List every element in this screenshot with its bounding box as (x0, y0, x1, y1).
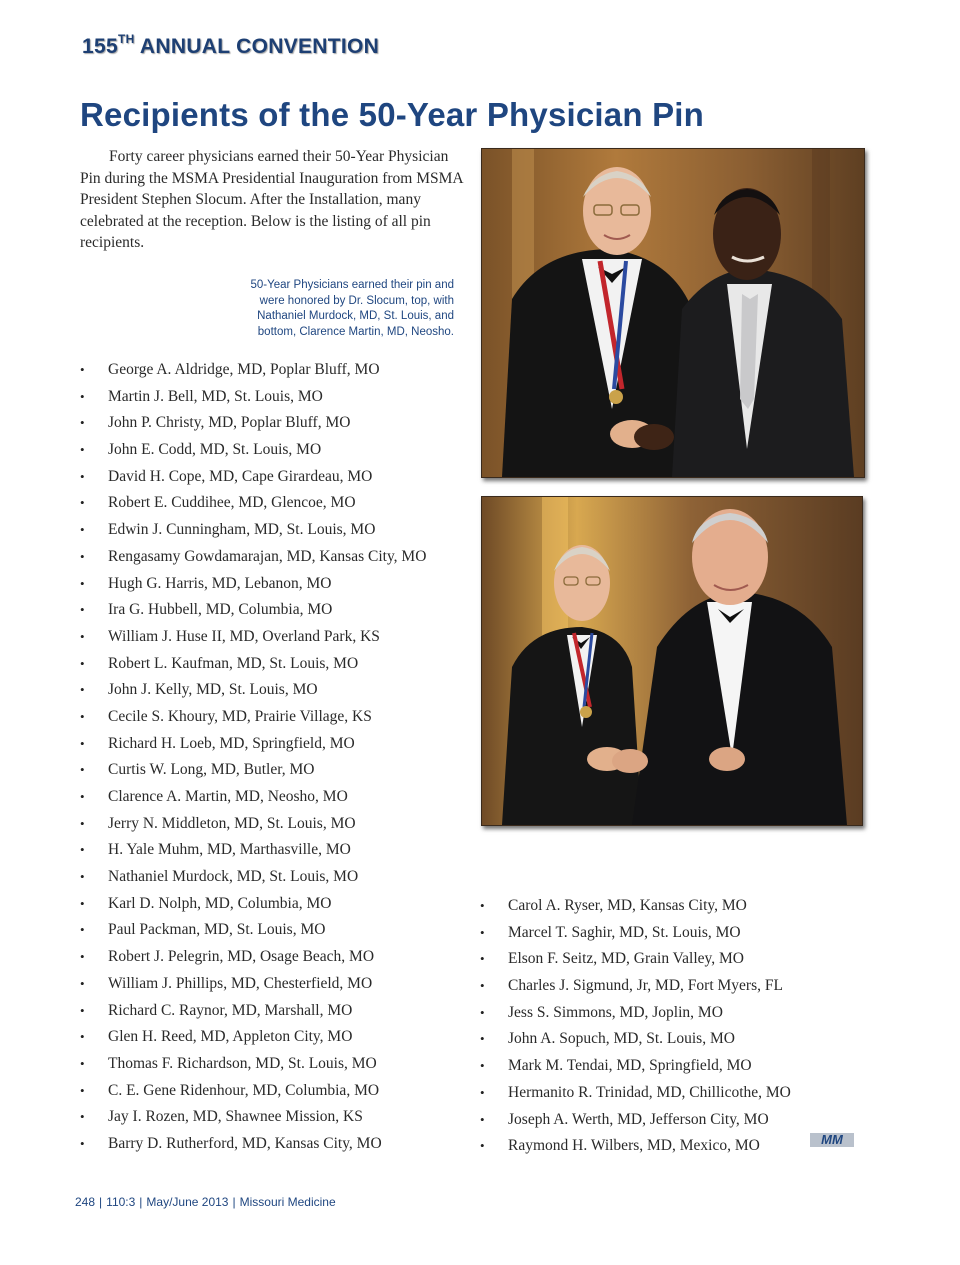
intro-paragraph (80, 146, 472, 254)
publication-name: Missouri Medicine (239, 1195, 336, 1209)
recipient-name: Nathaniel Murdock, MD, St. Louis, MO (108, 868, 359, 886)
missouri-medicine-logo: MM (810, 1133, 854, 1147)
recipient-name: Ira G. Hubbell, MD, Columbia, MO (108, 601, 333, 619)
bullet-icon: • (80, 628, 85, 644)
bullet-icon: • (80, 1082, 85, 1098)
issue-number: 110:3 (106, 1195, 136, 1209)
recipient-name: Joseph A. Werth, MD, Jefferson City, MO (508, 1110, 769, 1128)
bullet-icon: • (80, 442, 85, 458)
bullet-icon: • (80, 869, 85, 885)
recipient-name: Jerry N. Middleton, MD, St. Louis, MO (108, 814, 356, 832)
recipient-item (480, 1107, 820, 1134)
page-title: Recipients of the 50-Year Physician Pin (80, 96, 705, 133)
recipient-name: George A. Aldridge, MD, Poplar Bluff, MO (108, 361, 380, 378)
bullet-icon: • (80, 575, 85, 591)
recipient-item (480, 1026, 820, 1053)
bullet-icon: • (80, 949, 85, 965)
bullet-icon: • (80, 1055, 85, 1071)
page-number: 248 (75, 1195, 96, 1209)
issue-date: May/June 2013 (146, 1195, 229, 1209)
recipient-name: John P. Christy, MD, Poplar Bluff, MO (108, 414, 351, 432)
recipient-item (480, 1133, 820, 1160)
bullet-icon: • (480, 898, 485, 913)
recipient-name: Marcel T. Saghir, MD, St. Louis, MO (508, 923, 741, 941)
recipient-name: Jay I. Rozen, MD, Shawnee Mission, KS (108, 1108, 363, 1126)
recipient-item (480, 1053, 820, 1080)
recipient-item (80, 1051, 460, 1078)
recipient-name: Curtis W. Long, MD, Butler, MO (108, 761, 315, 779)
recipient-item (80, 704, 460, 731)
recipient-item (480, 1080, 820, 1107)
bullet-icon: • (80, 388, 85, 404)
recipient-item (480, 1000, 820, 1027)
recipient-item (80, 1104, 460, 1131)
bullet-icon: • (80, 1029, 85, 1045)
recipient-list-left (80, 357, 460, 1158)
bullet-icon: • (80, 922, 85, 938)
bullet-icon: • (80, 495, 85, 511)
bullet-icon: • (480, 1031, 485, 1047)
bullet-icon: • (480, 1138, 485, 1154)
bullet-icon: • (80, 762, 85, 778)
recipient-name: Karl D. Nolph, MD, Columbia, MO (108, 894, 332, 912)
recipient-item (80, 597, 460, 624)
recipient-item (480, 946, 820, 973)
bullet-icon: • (80, 362, 85, 377)
kicker-suffix: TH (117, 32, 135, 46)
recipient-item (80, 651, 460, 678)
recipient-name: Cecile S. Khoury, MD, Prairie Village, KS (108, 707, 372, 725)
kicker-number: 155 (82, 35, 118, 58)
bullet-icon: • (80, 975, 85, 991)
recipient-item (480, 973, 820, 1000)
recipient-name: Elson F. Seitz, MD, Grain Valley, MO (508, 950, 744, 968)
recipient-name: Mark M. Tendai, MD, Springfield, MO (508, 1057, 752, 1075)
recipient-name: Clarence A. Martin, MD, Neosho, MO (108, 788, 348, 805)
recipient-name: John E. Codd, MD, St. Louis, MO (108, 441, 322, 459)
photo-caption: 50-Year Physicians earned their pin and were honored by Dr. Slocum, top, with Nathaniel Murdock, MD, St. Louis, and bottom, Clarence Martin, MD, Neosho. (250, 279, 454, 339)
recipient-name: Martin J. Bell, MD, St. Louis, MO (108, 387, 323, 405)
footer-separator: | (232, 1195, 236, 1209)
recipient-item (80, 837, 460, 864)
recipient-item (80, 891, 460, 918)
bullet-icon: • (80, 1135, 85, 1151)
recipient-item (80, 784, 460, 811)
bullet-icon: • (80, 1109, 85, 1125)
recipient-item (80, 357, 460, 384)
bullet-icon: • (480, 951, 485, 967)
recipient-name: Hermanito R. Trinidad, MD, Chillicothe, MO (508, 1083, 791, 1101)
recipient-item (80, 917, 460, 944)
bullet-icon: • (80, 815, 85, 831)
recipient-name: H. Yale Muhm, MD, Marthasville, MO (108, 841, 351, 859)
recipient-item (80, 998, 460, 1025)
bullet-icon: • (80, 415, 85, 431)
recipient-name: Barry D. Rutherford, MD, Kansas City, MO (108, 1134, 382, 1152)
recipient-name: Robert L. Kaufman, MD, St. Louis, MO (108, 654, 359, 672)
recipient-item (80, 464, 460, 491)
section-kicker (82, 34, 379, 59)
recipient-item (80, 384, 460, 411)
bullet-icon: • (80, 842, 85, 858)
recipient-item (80, 811, 460, 838)
recipient-item (80, 731, 460, 758)
recipient-list-right (480, 893, 820, 1160)
recipient-item (80, 437, 460, 464)
recipient-item (80, 410, 460, 437)
recipient-name: Rengasamy Gowdamarajan, MD, Kansas City, MO (108, 547, 427, 565)
bullet-icon: • (480, 1004, 485, 1020)
recipient-name: David H. Cope, MD, Cape Girardeau, MO (108, 467, 373, 485)
bullet-icon: • (80, 1002, 85, 1018)
recipient-name: Robert E. Cuddihee, MD, Glencoe, MO (108, 494, 356, 512)
bullet-icon: • (80, 789, 85, 804)
recipient-item (80, 971, 460, 998)
recipient-item (80, 624, 460, 651)
recipient-item (80, 864, 460, 891)
bullet-icon: • (80, 522, 85, 538)
recipient-item (80, 1078, 460, 1105)
recipient-name: Hugh G. Harris, MD, Lebanon, MO (108, 574, 332, 592)
bullet-icon: • (80, 602, 85, 618)
recipient-name: Richard H. Loeb, MD, Springfield, MO (108, 734, 355, 752)
bullet-icon: • (80, 735, 85, 751)
page-footer (75, 1195, 336, 1209)
recipient-name: Richard C. Raynor, MD, Marshall, MO (108, 1001, 353, 1019)
bullet-icon: • (480, 1111, 485, 1127)
bullet-icon: • (80, 895, 85, 911)
recipient-name: Jess S. Simmons, MD, Joplin, MO (508, 1003, 723, 1021)
recipient-item (80, 1131, 460, 1158)
recipient-item (480, 920, 820, 947)
recipient-name: Edwin J. Cunningham, MD, St. Louis, MO (108, 521, 376, 539)
recipient-name: Robert J. Pelegrin, MD, Osage Beach, MO (108, 948, 375, 966)
bullet-icon: • (80, 548, 85, 564)
recipient-name: William J. Huse II, MD, Overland Park, KS (108, 627, 380, 645)
footer-separator: | (139, 1195, 143, 1209)
bullet-icon: • (480, 924, 485, 940)
recipient-name: John A. Sopuch, MD, St. Louis, MO (508, 1030, 735, 1048)
bullet-icon: • (80, 468, 85, 484)
footer-separator: | (99, 1195, 103, 1209)
bullet-icon: • (480, 978, 485, 994)
photo-slocum-martin (481, 496, 863, 826)
recipient-name: John J. Kelly, MD, St. Louis, MO (108, 681, 318, 699)
recipient-name: Paul Packman, MD, St. Louis, MO (108, 921, 326, 939)
recipient-item (80, 544, 460, 571)
recipient-name: Raymond H. Wilbers, MD, Mexico, MO (508, 1137, 760, 1155)
recipient-item (80, 1024, 460, 1051)
recipient-item (80, 490, 460, 517)
recipient-item (80, 944, 460, 971)
recipient-name: Glen H. Reed, MD, Appleton City, MO (108, 1028, 353, 1046)
recipient-item (80, 571, 460, 598)
recipient-name: Charles J. Sigmund, Jr, MD, Fort Myers, FL (508, 977, 783, 995)
bullet-icon: • (80, 708, 85, 724)
recipient-item (480, 893, 820, 920)
recipient-name: Thomas F. Richardson, MD, St. Louis, MO (108, 1054, 377, 1072)
recipient-item (80, 517, 460, 544)
recipient-name: C. E. Gene Ridenhour, MD, Columbia, MO (108, 1081, 380, 1099)
bullet-icon: • (480, 1058, 485, 1074)
intro-text: Forty career physicians earned their 50-Year Physician Pin during the MSMA Presidential Inauguration from MSMA President Stephen Slocum. After the Installation, many celebrated at the reception. Below is the listing of all pin recipients. (80, 148, 463, 251)
bullet-icon: • (80, 655, 85, 671)
recipient-name: Carol A. Ryser, MD, Kansas City, MO (508, 897, 747, 914)
bullet-icon: • (480, 1084, 485, 1100)
recipient-name: William J. Phillips, MD, Chesterfield, MO (108, 974, 373, 992)
recipient-item (80, 677, 460, 704)
bullet-icon: • (80, 682, 85, 698)
photo-slocum-murdock (481, 148, 865, 478)
kicker-text: ANNUAL CONVENTION (139, 35, 380, 58)
recipient-item (80, 757, 460, 784)
